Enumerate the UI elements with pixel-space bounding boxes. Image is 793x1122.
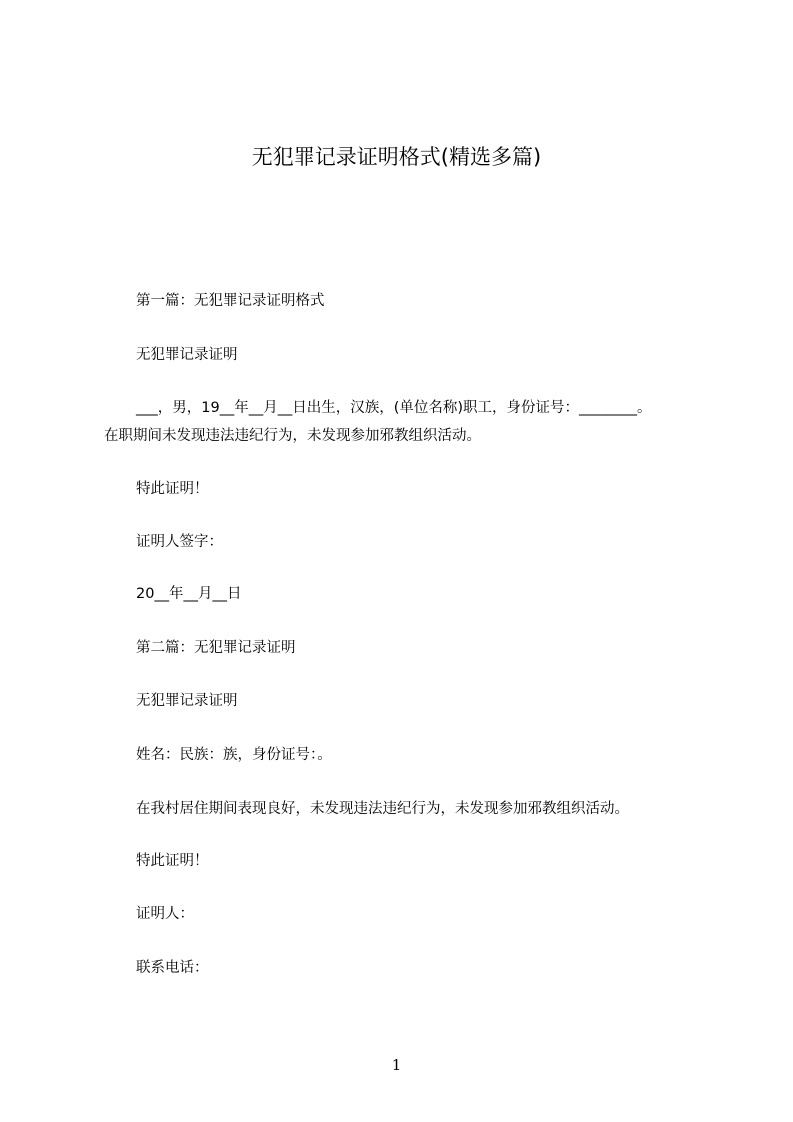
certification-statement-1: 特此证明！	[136, 481, 209, 497]
section-heading-1: 第一篇：无犯罪记录证明格式	[136, 293, 325, 309]
certificate-body-line-2: 在职期间未发现违法违纪行为，未发现参加邪教组织活动。	[104, 428, 481, 444]
page-number: 1	[391, 1056, 402, 1074]
certificate-body-1	[104, 394, 704, 450]
signature-label: 证明人签字：	[136, 534, 223, 550]
certifier-label: 证明人：	[136, 906, 194, 922]
phone-label: 联系电话：	[136, 960, 209, 976]
certification-statement-2: 特此证明！	[136, 853, 209, 869]
document-title: 无犯罪记录证明格式(精选多篇)	[251, 145, 542, 169]
certificate-heading-1: 无犯罪记录证明	[136, 347, 238, 363]
date-line: 20__年__月__日	[136, 586, 242, 602]
certificate-body-2: 在我村居住期间表现良好，未发现违法违纪行为，未发现参加邪教组织活动。	[136, 801, 629, 817]
section-heading-2: 第二篇：无犯罪记录证明	[136, 640, 296, 656]
personal-info-line: 姓名：民族：族，身份证号：。	[136, 747, 332, 763]
certificate-body-line-1: ___，男，19__年__月__日出生，汉族，(单位名称)职工，身份证号：________。	[136, 400, 652, 416]
certificate-heading-2: 无犯罪记录证明	[136, 693, 238, 709]
